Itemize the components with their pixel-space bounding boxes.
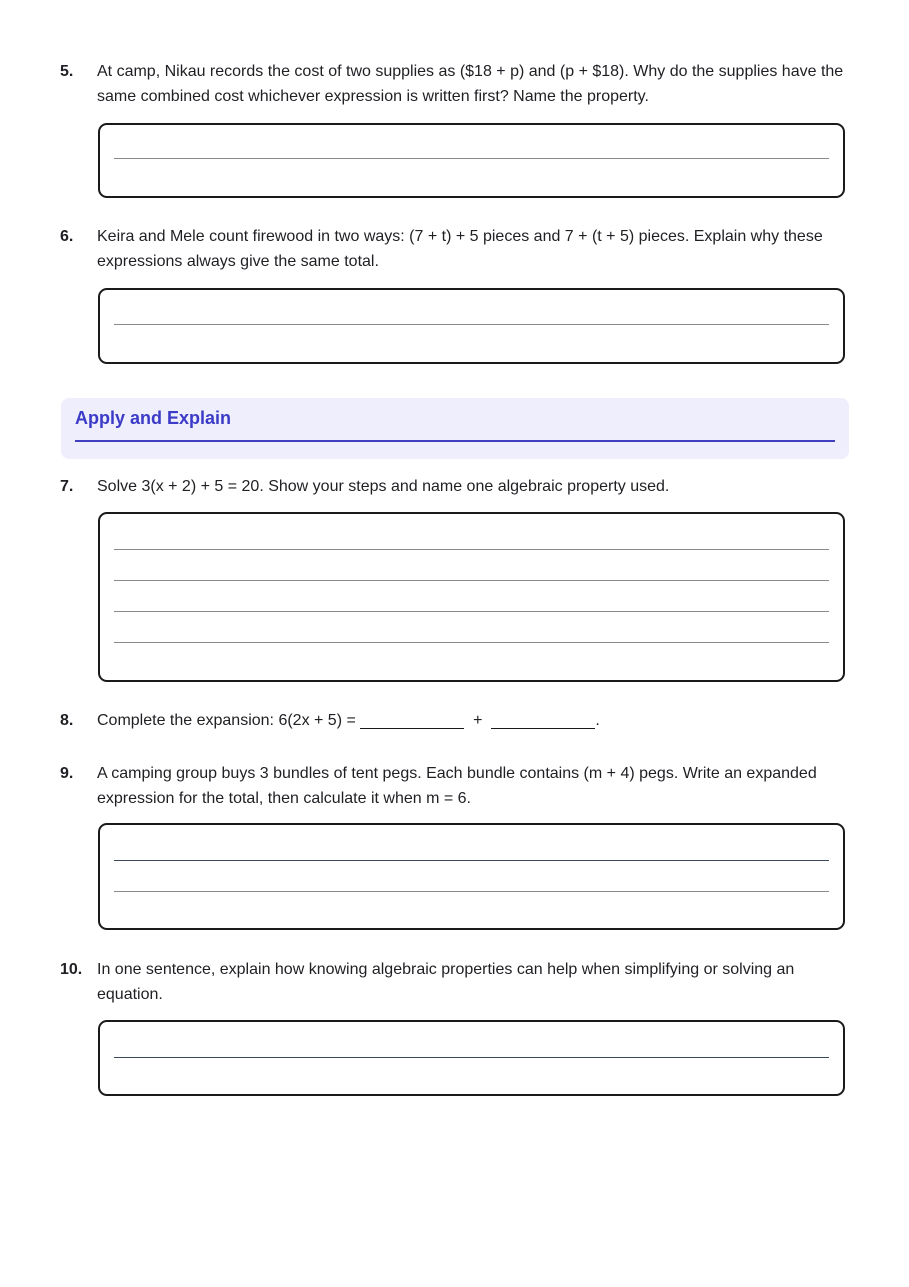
plus-sign: + [473, 712, 483, 729]
answer-line [114, 611, 829, 612]
question-text: At camp, Nikau records the cost of two supplies as ($18 + p) and (p + $18). Why do the supplies have the same combined cost whichever expression is written first? Name the property. [97, 63, 844, 105]
section-rule [75, 440, 835, 442]
question-8 [60, 708, 850, 733]
question-number: 8. [60, 712, 74, 729]
question-number: 9. [60, 765, 74, 782]
answer-line [114, 580, 829, 581]
answer-box-7[interactable] [98, 512, 845, 682]
answer-box-9[interactable] [98, 823, 845, 930]
question-6 [60, 224, 850, 274]
answer-box-10[interactable] [98, 1020, 845, 1096]
section-title: Apply and Explain [75, 408, 232, 428]
answer-line [114, 324, 829, 325]
question-number: 10. [60, 961, 83, 978]
question-number: 6. [60, 228, 74, 245]
answer-line [114, 642, 829, 643]
question-9 [60, 761, 850, 811]
question-number: 5. [60, 63, 74, 80]
answer-line [114, 891, 829, 892]
question-7 [60, 474, 850, 499]
question-5 [60, 59, 850, 109]
blank-2[interactable] [491, 712, 595, 729]
question-text [97, 708, 850, 733]
answer-line [114, 549, 829, 550]
question-prefix: Complete the expansion: 6(2x + 5) = [97, 712, 356, 729]
blank-1[interactable] [360, 712, 464, 729]
question-text: A camping group buys 3 bundles of tent pegs. Each bundle contains (m + 4) pegs. Write an expanded expression for the total, then calculate it when m = 6. [97, 765, 817, 807]
answer-box-5[interactable] [98, 123, 845, 198]
section-header [61, 398, 849, 459]
question-text: Keira and Mele count firewood in two ways: (7 + t) + 5 pieces and 7 + (t + 5) pieces. Explain why these expressions always give the same total. [97, 228, 823, 270]
question-text: Solve 3(x + 2) + 5 = 20. Show your steps and name one algebraic property used. [97, 478, 670, 495]
period: . [595, 712, 600, 729]
answer-line [114, 1057, 829, 1058]
question-number: 7. [60, 478, 74, 495]
question-text: In one sentence, explain how knowing algebraic properties can help when simplifying or solving an equation. [97, 961, 795, 1003]
answer-line [114, 158, 829, 159]
answer-box-6[interactable] [98, 288, 845, 364]
answer-line [114, 860, 829, 861]
question-10 [60, 957, 850, 1007]
